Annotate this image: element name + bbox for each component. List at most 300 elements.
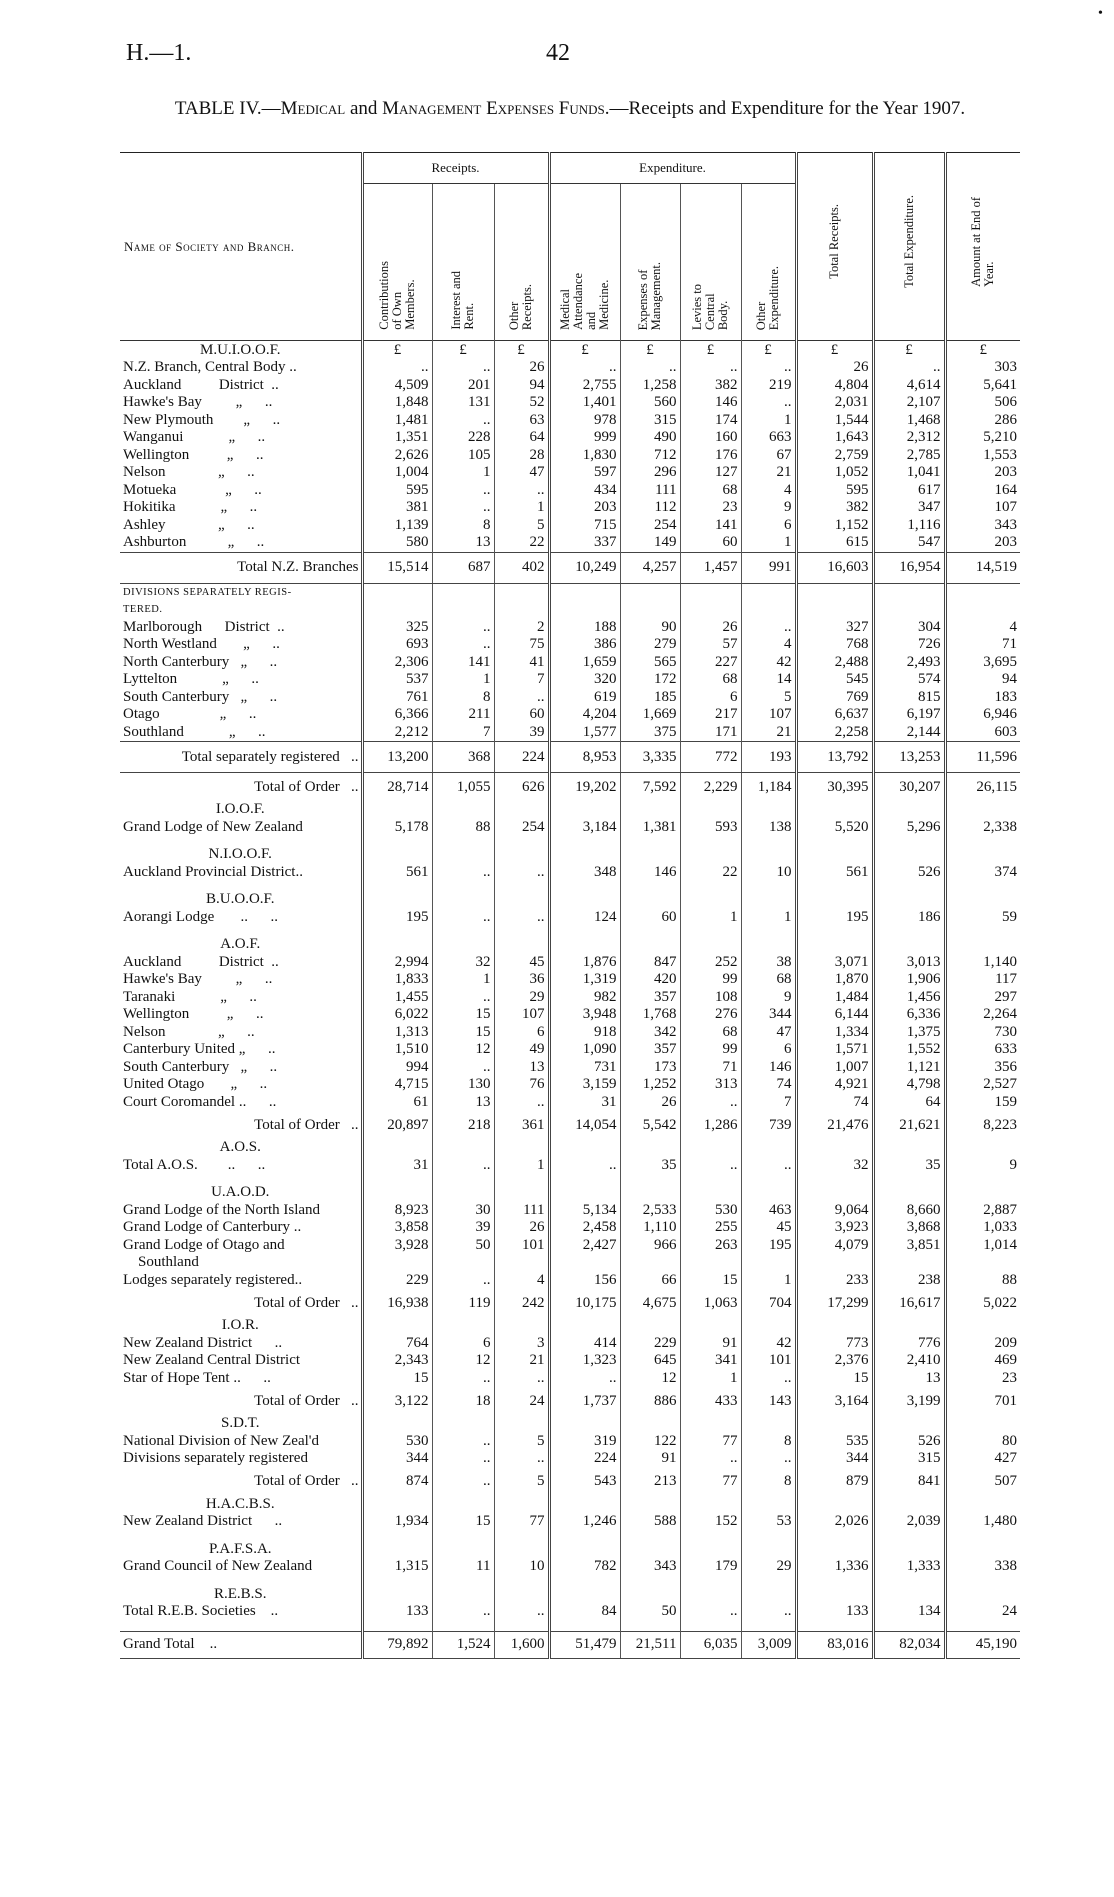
value-cell: 4 xyxy=(494,1272,549,1290)
value-cell xyxy=(680,1254,741,1272)
row-name: New Zealand District .. xyxy=(123,1513,283,1530)
value-cell: 28,714 xyxy=(362,773,432,802)
value-cell: .. xyxy=(741,1370,796,1388)
value-cell: 122 xyxy=(620,1433,680,1451)
value-cell xyxy=(549,891,620,909)
value-cell: 36 xyxy=(494,971,549,989)
value-cell: 8 xyxy=(741,1468,796,1496)
row-name: Marlborough District .. xyxy=(123,618,285,635)
value-cell: 164 xyxy=(945,482,1020,500)
value-cell xyxy=(432,1254,494,1272)
row-name: Divisions separately registered xyxy=(123,1450,308,1467)
value-cell xyxy=(620,1254,680,1272)
value-cell: 107 xyxy=(741,706,796,724)
society-heading-row xyxy=(120,1139,1020,1157)
value-cell: 469 xyxy=(945,1352,1020,1370)
value-cell: 343 xyxy=(620,1558,680,1576)
value-cell: 29 xyxy=(741,1558,796,1576)
value-cell: 303 xyxy=(945,359,1020,377)
value-cell: 1,484 xyxy=(796,989,873,1007)
value-cell: 79,892 xyxy=(362,1631,432,1658)
spacer-cell xyxy=(680,836,741,846)
value-cell: 3,199 xyxy=(873,1387,945,1415)
value-cell: 39 xyxy=(432,1219,494,1237)
value-cell: 67 xyxy=(741,447,796,465)
value-cell: 715 xyxy=(549,517,620,535)
value-cell: 146 xyxy=(620,864,680,882)
value-cell: 315 xyxy=(873,1450,945,1468)
table-row xyxy=(120,359,1020,377)
value-cell: 5 xyxy=(741,689,796,707)
value-cell: 2,493 xyxy=(873,654,945,672)
value-cell: 420 xyxy=(620,971,680,989)
spacer-cell xyxy=(741,1531,796,1541)
value-cell: 141 xyxy=(680,517,741,535)
value-cell: 999 xyxy=(549,429,620,447)
value-cell xyxy=(741,583,796,601)
value-cell: 15 xyxy=(796,1370,873,1388)
value-cell: 3,851 xyxy=(873,1237,945,1255)
value-cell xyxy=(494,846,549,864)
value-cell xyxy=(873,1184,945,1202)
value-cell: 91 xyxy=(620,1450,680,1468)
row-name: Lodges separately registered.. xyxy=(123,1271,303,1288)
spacer-cell xyxy=(362,881,432,891)
value-cell: 1,524 xyxy=(432,1631,494,1658)
value-cell: 847 xyxy=(620,954,680,972)
value-cell: 1,876 xyxy=(549,954,620,972)
value-cell xyxy=(549,1317,620,1335)
row-name: United Otago „ .. xyxy=(123,1076,268,1093)
value-cell: 693 xyxy=(362,636,432,654)
table-row xyxy=(120,706,1020,724)
value-cell: 8 xyxy=(432,689,494,707)
value-cell: 9,064 xyxy=(796,1202,873,1220)
society-heading-row xyxy=(120,1415,1020,1433)
value-cell: 35 xyxy=(873,1157,945,1175)
name-column-header xyxy=(120,153,362,341)
value-cell: 26 xyxy=(796,359,873,377)
row-name: Total of Order .. xyxy=(254,778,359,795)
value-cell: .. xyxy=(432,1157,494,1175)
value-cell: 506 xyxy=(945,394,1020,412)
row-name: Court Coromandel .. .. xyxy=(123,1093,277,1110)
spacer-cell xyxy=(432,836,494,846)
value-cell: 213 xyxy=(620,1468,680,1496)
row-name: Ashburton „ .. xyxy=(123,534,265,551)
value-cell: 82,034 xyxy=(873,1631,945,1658)
value-cell: 30,207 xyxy=(873,773,945,802)
value-cell xyxy=(873,1586,945,1604)
value-cell: 16,954 xyxy=(873,552,945,583)
value-cell xyxy=(620,891,680,909)
spacer-cell xyxy=(741,1621,796,1632)
society-heading-row xyxy=(120,891,1020,909)
value-cell: 26,115 xyxy=(945,773,1020,802)
value-cell: 1,510 xyxy=(362,1041,432,1059)
value-cell xyxy=(362,1415,432,1433)
value-cell xyxy=(741,936,796,954)
spacer-cell xyxy=(873,926,945,936)
total-row xyxy=(120,1631,1020,1658)
spacer-cell xyxy=(620,1531,680,1541)
value-cell: 31 xyxy=(362,1157,432,1175)
value-cell: 626 xyxy=(494,773,549,802)
row-name: Total A.O.S. .. .. xyxy=(123,1156,266,1173)
value-cell: 119 xyxy=(432,1289,494,1317)
value-cell xyxy=(741,1184,796,1202)
value-cell: 133 xyxy=(796,1603,873,1621)
value-cell: 1,258 xyxy=(620,377,680,395)
value-cell: 13 xyxy=(873,1370,945,1388)
value-cell xyxy=(432,1139,494,1157)
spacer-cell xyxy=(549,1621,620,1632)
value-cell: 195 xyxy=(741,1237,796,1255)
value-cell xyxy=(873,1317,945,1335)
col-header-total-expenditure xyxy=(873,153,945,341)
value-cell: 8,953 xyxy=(549,742,620,773)
value-cell: 18 xyxy=(432,1387,494,1415)
value-cell: 68 xyxy=(741,971,796,989)
value-cell: 45,190 xyxy=(945,1631,1020,1658)
value-cell: 304 xyxy=(873,619,945,637)
spacer-cell xyxy=(620,926,680,936)
value-cell xyxy=(549,801,620,819)
title-funds: Management Expenses Funds. xyxy=(382,98,610,119)
value-cell xyxy=(680,891,741,909)
value-cell: 13 xyxy=(432,534,494,552)
total-row xyxy=(120,1387,1020,1415)
value-cell: 374 xyxy=(945,864,1020,882)
table-row xyxy=(120,1219,1020,1237)
value-cell: 4,921 xyxy=(796,1076,873,1094)
value-cell: 7,592 xyxy=(620,773,680,802)
value-cell: 255 xyxy=(680,1219,741,1237)
value-cell: 5,210 xyxy=(945,429,1020,447)
value-cell xyxy=(620,1139,680,1157)
value-cell: 1 xyxy=(432,971,494,989)
value-cell: 5,520 xyxy=(796,819,873,837)
table-row xyxy=(120,1024,1020,1042)
value-cell xyxy=(945,936,1020,954)
value-cell: 5 xyxy=(494,1433,549,1451)
row-name: N.I.O.O.F. xyxy=(208,846,272,863)
value-cell: 886 xyxy=(620,1387,680,1415)
value-cell: 490 xyxy=(620,429,680,447)
value-cell: 111 xyxy=(494,1202,549,1220)
funds-table-container xyxy=(120,152,1020,1659)
value-cell: 21,511 xyxy=(620,1631,680,1658)
spacer-cell xyxy=(432,1174,494,1184)
total-row xyxy=(120,1289,1020,1317)
value-cell: 224 xyxy=(494,742,549,773)
row-name: New Zealand Central District xyxy=(123,1352,301,1369)
spacer-cell xyxy=(432,1531,494,1541)
spacer-cell xyxy=(945,836,1020,846)
value-cell: 5,296 xyxy=(873,819,945,837)
value-cell: 173 xyxy=(620,1059,680,1077)
value-cell: 2,410 xyxy=(873,1352,945,1370)
value-cell: 6 xyxy=(741,1041,796,1059)
value-cell xyxy=(432,583,494,601)
table-row xyxy=(120,1335,1020,1353)
row-name: B.U.O.O.F. xyxy=(206,891,275,908)
col-header-text: Other Expenditure. xyxy=(754,265,782,330)
value-cell: 1 xyxy=(680,1370,741,1388)
value-cell: 8 xyxy=(741,1433,796,1451)
society-heading-row xyxy=(120,846,1020,864)
value-cell: 47 xyxy=(494,464,549,482)
value-cell: 991 xyxy=(741,552,796,583)
value-cell xyxy=(432,936,494,954)
value-cell: 4,204 xyxy=(549,706,620,724)
value-cell: 874 xyxy=(362,1468,432,1496)
value-cell: 6 xyxy=(494,1024,549,1042)
value-cell: 357 xyxy=(620,1041,680,1059)
value-cell: 701 xyxy=(945,1387,1020,1415)
spacer-cell xyxy=(796,836,873,846)
value-cell: 64 xyxy=(494,429,549,447)
value-cell: 127 xyxy=(680,464,741,482)
value-cell: 361 xyxy=(494,1111,549,1139)
value-cell: 10,249 xyxy=(549,552,620,583)
value-cell xyxy=(796,1254,873,1272)
table-row xyxy=(120,1370,1020,1388)
table-row xyxy=(120,864,1020,882)
value-cell: 68 xyxy=(680,1024,741,1042)
value-cell: 2,343 xyxy=(362,1352,432,1370)
value-cell: 2,031 xyxy=(796,394,873,412)
value-cell: .. xyxy=(432,1433,494,1451)
value-cell: 49 xyxy=(494,1041,549,1059)
value-cell: 593 xyxy=(680,819,741,837)
value-cell: 356 xyxy=(945,1059,1020,1077)
spacer-cell xyxy=(945,926,1020,936)
spacer-cell xyxy=(432,926,494,936)
value-cell xyxy=(796,583,873,601)
value-cell: 107 xyxy=(945,499,1020,517)
value-cell xyxy=(362,936,432,954)
value-cell xyxy=(549,1139,620,1157)
society-heading-row xyxy=(120,801,1020,819)
row-name: Motueka „ .. xyxy=(123,481,262,498)
value-cell xyxy=(741,1496,796,1514)
spacer-cell xyxy=(741,1174,796,1184)
value-cell: 1,319 xyxy=(549,971,620,989)
value-cell xyxy=(494,583,549,601)
value-cell: 201 xyxy=(432,377,494,395)
spacer-row xyxy=(120,881,1020,891)
value-cell: 1,033 xyxy=(945,1219,1020,1237)
value-cell: 6 xyxy=(741,517,796,535)
value-cell: 41 xyxy=(494,654,549,672)
value-cell: .. xyxy=(680,359,741,377)
table-row xyxy=(120,1202,1020,1220)
value-cell: .. xyxy=(494,482,549,500)
value-cell xyxy=(362,1317,432,1335)
value-cell: 15 xyxy=(680,1272,741,1290)
value-cell: .. xyxy=(432,1450,494,1468)
value-cell: 1 xyxy=(741,1272,796,1290)
spacer-cell xyxy=(120,1174,362,1184)
value-cell: .. xyxy=(432,1603,494,1621)
value-cell: 203 xyxy=(945,534,1020,552)
value-cell: 663 xyxy=(741,429,796,447)
value-cell: 1,246 xyxy=(549,1513,620,1531)
value-cell: 343 xyxy=(945,517,1020,535)
row-name: H.A.C.B.S. xyxy=(205,1495,275,1512)
value-cell xyxy=(680,1541,741,1559)
value-cell: 2,626 xyxy=(362,447,432,465)
value-cell: 313 xyxy=(680,1076,741,1094)
spacer-cell xyxy=(680,1576,741,1586)
value-cell: 75 xyxy=(494,636,549,654)
value-cell xyxy=(796,891,873,909)
value-cell xyxy=(362,601,432,619)
value-cell: 130 xyxy=(432,1076,494,1094)
value-cell: 1,090 xyxy=(549,1041,620,1059)
value-cell: 879 xyxy=(796,1468,873,1496)
value-cell: 39 xyxy=(494,724,549,742)
value-cell: 176 xyxy=(680,447,741,465)
value-cell: .. xyxy=(432,359,494,377)
value-cell: 1,577 xyxy=(549,724,620,742)
value-cell xyxy=(362,1139,432,1157)
value-cell: 3,122 xyxy=(362,1387,432,1415)
value-cell: 565 xyxy=(620,654,680,672)
value-cell xyxy=(494,1415,549,1433)
row-name: Total separately registered .. xyxy=(120,742,362,773)
value-cell xyxy=(945,891,1020,909)
value-cell xyxy=(362,891,432,909)
value-cell xyxy=(620,846,680,864)
col-header-levies xyxy=(680,184,741,341)
spacer-cell xyxy=(432,1621,494,1632)
value-cell: 99 xyxy=(680,1041,741,1059)
value-cell: 7 xyxy=(741,1094,796,1112)
value-cell: 83,016 xyxy=(796,1631,873,1658)
value-cell: 279 xyxy=(620,636,680,654)
value-cell: .. xyxy=(741,394,796,412)
value-cell: .. xyxy=(873,359,945,377)
society-heading-row xyxy=(120,1496,1020,1514)
value-cell: 1,007 xyxy=(796,1059,873,1077)
col-header-text: Amount at End of Year. xyxy=(969,196,997,287)
value-cell xyxy=(873,1496,945,1514)
value-cell: 6,144 xyxy=(796,1006,873,1024)
row-name: Otago „ .. xyxy=(123,706,257,723)
value-cell: 12 xyxy=(432,1041,494,1059)
value-cell: 108 xyxy=(680,989,741,1007)
spacer-cell xyxy=(873,881,945,891)
row-name: North Westland „ .. xyxy=(123,636,280,653)
value-cell: 15,514 xyxy=(362,552,432,583)
value-cell: 6,336 xyxy=(873,1006,945,1024)
value-cell: 4,257 xyxy=(620,552,680,583)
value-cell: 1,552 xyxy=(873,1041,945,1059)
value-cell: .. xyxy=(741,619,796,637)
value-cell xyxy=(494,1184,549,1202)
value-cell: 88 xyxy=(945,1272,1020,1290)
value-cell: .. xyxy=(494,1370,549,1388)
value-cell: 13 xyxy=(432,1094,494,1112)
value-cell: 319 xyxy=(549,1433,620,1451)
value-cell: 615 xyxy=(796,534,873,552)
value-cell: 5,134 xyxy=(549,1202,620,1220)
value-cell: 38 xyxy=(741,954,796,972)
row-name: New Plymouth „ .. xyxy=(123,411,281,428)
value-cell: 1,848 xyxy=(362,394,432,412)
value-cell: 219 xyxy=(741,377,796,395)
spacer-cell xyxy=(796,1174,873,1184)
value-cell xyxy=(796,601,873,619)
table-row xyxy=(120,534,1020,552)
value-cell xyxy=(620,601,680,619)
value-cell: 2,258 xyxy=(796,724,873,742)
table-row xyxy=(120,482,1020,500)
value-cell: 4 xyxy=(741,636,796,654)
value-cell: 107 xyxy=(494,1006,549,1024)
row-name: Auckland District .. xyxy=(123,953,279,970)
value-cell: 1,669 xyxy=(620,706,680,724)
row-name: Total N.Z. Branches xyxy=(120,552,362,583)
value-cell xyxy=(362,583,432,601)
value-cell: 188 xyxy=(549,619,620,637)
spacer-row xyxy=(120,926,1020,936)
value-cell: 3,923 xyxy=(796,1219,873,1237)
value-cell: .. xyxy=(432,989,494,1007)
spacer-cell xyxy=(945,881,1020,891)
spacer-cell xyxy=(120,881,362,891)
value-cell: 1,252 xyxy=(620,1076,680,1094)
value-cell: 1,184 xyxy=(741,773,796,802)
spacer-cell xyxy=(741,926,796,936)
value-cell: 15 xyxy=(432,1024,494,1042)
value-cell: 776 xyxy=(873,1335,945,1353)
value-cell: 4,798 xyxy=(873,1076,945,1094)
value-cell: 13,200 xyxy=(362,742,432,773)
spacer-cell xyxy=(796,926,873,936)
value-cell xyxy=(796,1184,873,1202)
value-cell xyxy=(945,1184,1020,1202)
value-cell: 30,395 xyxy=(796,773,873,802)
value-cell: 74 xyxy=(796,1094,873,1112)
row-name: Grand Total .. xyxy=(120,1631,362,1658)
value-cell: 60 xyxy=(680,534,741,552)
row-name: A.O.F. xyxy=(220,936,261,953)
value-cell: 994 xyxy=(362,1059,432,1077)
spacer-cell xyxy=(680,881,741,891)
value-cell: 507 xyxy=(945,1468,1020,1496)
spacer-row xyxy=(120,1576,1020,1586)
value-cell: 174 xyxy=(680,412,741,430)
value-cell: 195 xyxy=(362,909,432,927)
value-cell: 238 xyxy=(873,1272,945,1290)
value-cell: 815 xyxy=(873,689,945,707)
value-cell: 537 xyxy=(362,671,432,689)
value-cell: .. xyxy=(432,1370,494,1388)
row-name: I.O.R. xyxy=(221,1317,259,1334)
spacer-row xyxy=(120,1621,1020,1632)
spacer-cell xyxy=(796,1621,873,1632)
spacer-cell xyxy=(620,1576,680,1586)
row-name: South Canterbury „ .. xyxy=(123,1058,278,1075)
value-cell xyxy=(741,601,796,619)
spacer-cell xyxy=(494,1531,549,1541)
value-cell xyxy=(741,1317,796,1335)
value-cell: 2,338 xyxy=(945,819,1020,837)
value-cell: 203 xyxy=(945,464,1020,482)
